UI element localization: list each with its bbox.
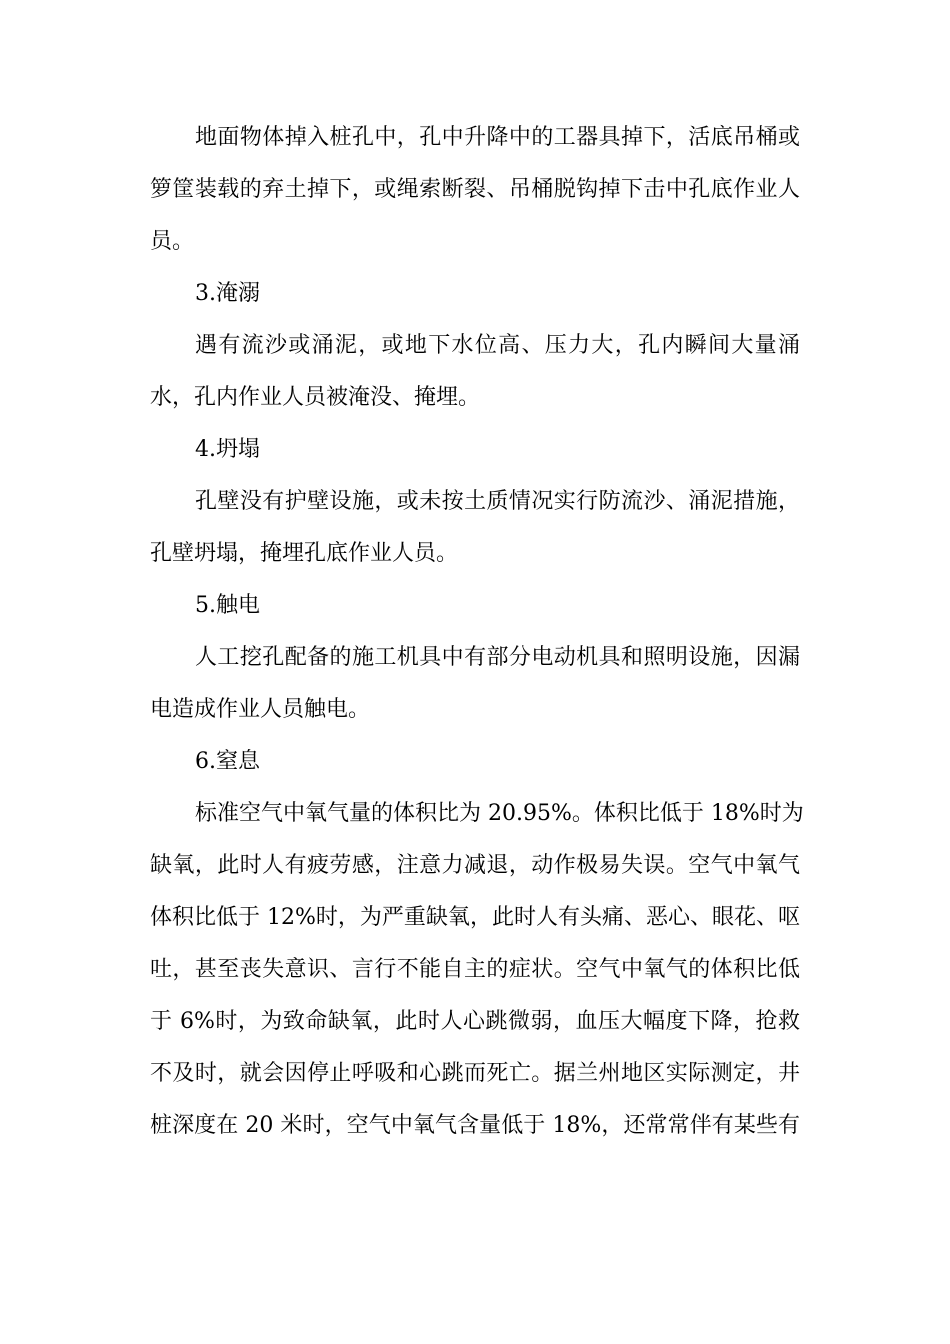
paragraph-suffocation-line-5: 于 6%时，为致命缺氧，此时人心跳微弱，血压大幅度下降，抢救: [150, 1009, 800, 1034]
section-heading-collapse: 4.坍塌: [195, 437, 260, 462]
paragraph-falling-objects-line-2: 箩筐装载的弃土掉下，或绳索断裂、吊桶脱钩掉下击中孔底作业人: [150, 177, 800, 202]
paragraph-electric-shock-line-1: 人工挖孔配备的施工机具中有部分电动机具和照明设施，因漏: [195, 645, 800, 670]
section-heading-drowning: 3.淹溺: [195, 281, 260, 306]
paragraph-suffocation-line-2: 缺氧，此时人有疲劳感，注意力减退，动作极易失误。空气中氧气: [150, 853, 800, 878]
paragraph-suffocation-line-4: 吐，甚至丧失意识、言行不能自主的症状。空气中氧气的体积比低: [150, 957, 800, 982]
paragraph-collapse-line-1: 孔壁没有护壁设施，或未按土质情况实行防流沙、涌泥措施，: [195, 489, 800, 514]
paragraph-falling-objects-line-3: 员。: [150, 229, 195, 254]
paragraph-suffocation-line-3: 体积比低于 12%时，为严重缺氧，此时人有头痛、恶心、眼花、呕: [150, 905, 800, 930]
paragraph-collapse-line-2: 孔壁坍塌，掩埋孔底作业人员。: [150, 541, 459, 566]
paragraph-drowning-line-2: 水，孔内作业人员被淹没、掩埋。: [150, 385, 481, 410]
paragraph-falling-objects-line-1: 地面物体掉入桩孔中，孔中升降中的工器具掉下，活底吊桶或: [195, 125, 800, 150]
paragraph-electric-shock-line-2: 电造成作业人员触电。: [150, 697, 371, 722]
paragraph-suffocation-line-6: 不及时，就会因停止呼吸和心跳而死亡。据兰州地区实际测定，井: [150, 1061, 800, 1086]
paragraph-suffocation-line-1: 标准空气中氧气量的体积比为 20.95%。体积比低于 18%时为: [195, 801, 804, 826]
section-heading-suffocation: 6.窒息: [195, 749, 260, 774]
paragraph-drowning-line-1: 遇有流沙或涌泥，或地下水位高、压力大，孔内瞬间大量涌: [195, 333, 800, 358]
section-heading-electric-shock: 5.触电: [195, 593, 260, 618]
paragraph-suffocation-line-7: 桩深度在 20 米时，空气中氧气含量低于 18%，还常常伴有某些有: [150, 1113, 800, 1138]
